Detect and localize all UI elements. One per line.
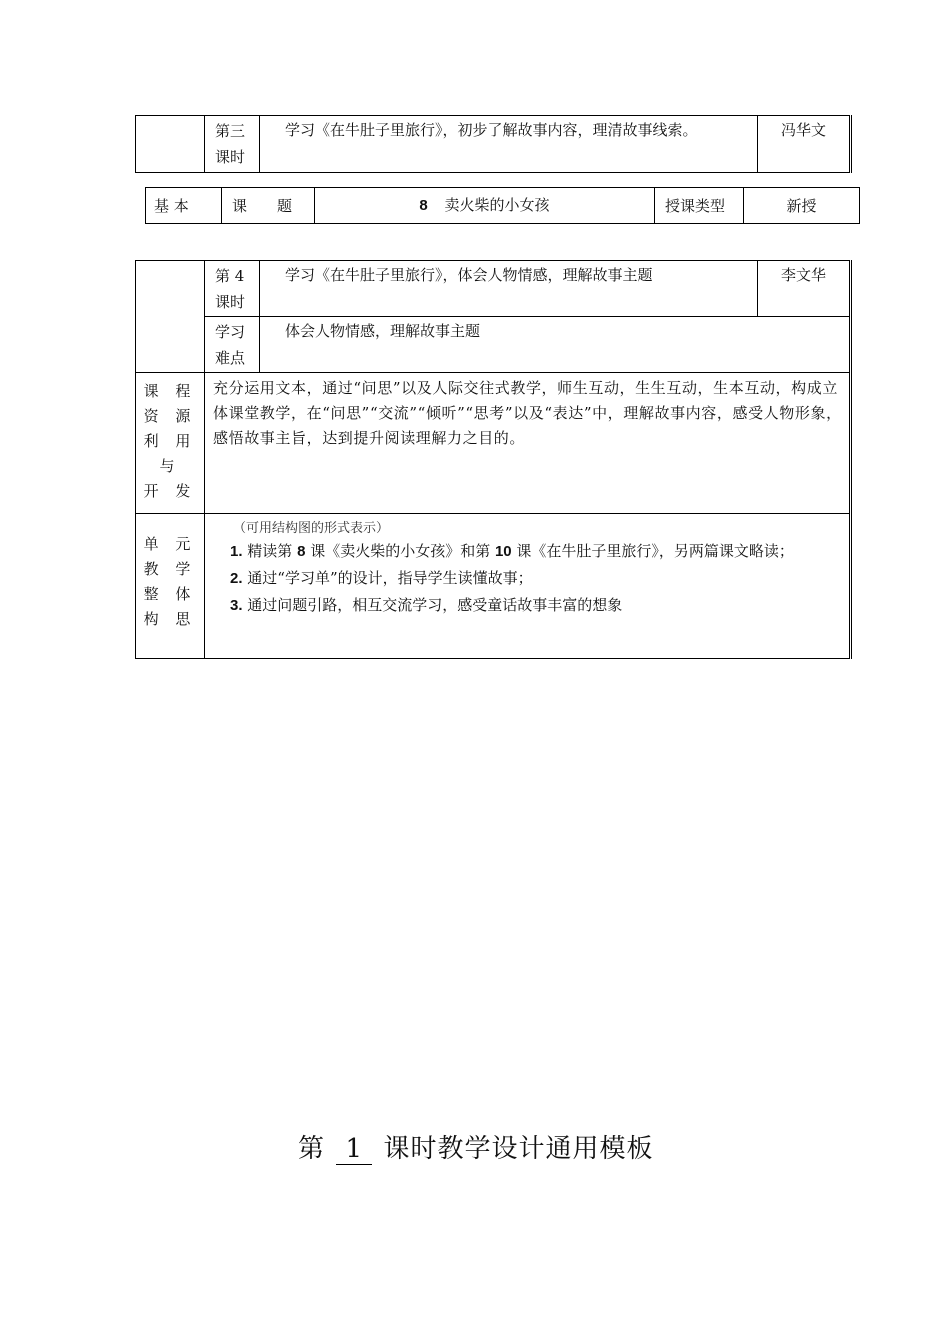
empty-cell: [136, 261, 205, 373]
teacher-name: 李文华: [758, 261, 851, 317]
lesson-label-line2: 课时: [215, 293, 246, 311]
title-suffix: 课时教学设计通用模板: [383, 1134, 654, 1164]
type-value: 新授: [744, 188, 860, 224]
table-row: [136, 514, 851, 659]
unit-list: [205, 538, 849, 619]
resource-label-line: 与: [159, 457, 181, 475]
list-number: 2.: [230, 570, 243, 587]
unit-label-line: 整 体: [143, 585, 197, 603]
basic-label: 基 本: [146, 188, 222, 224]
list-number: 1.: [230, 543, 243, 560]
resource-label-line: 利 用: [143, 432, 197, 450]
list-text: 通过“学习单”的设计，指导学生读懂故事；: [247, 569, 533, 587]
table-row: [136, 261, 851, 317]
lesson-3-table: [135, 115, 852, 173]
unit-label: [136, 514, 205, 659]
resource-label-line: 资 源: [143, 407, 197, 425]
empty-cell: [136, 116, 205, 173]
lesson-label-cell: [205, 261, 260, 317]
lesson-label-line1: 第 4: [215, 267, 245, 285]
list-bold-number: 10: [494, 543, 512, 560]
page-title: [298, 1128, 654, 1165]
list-item: [230, 592, 849, 619]
table-row: [136, 116, 851, 173]
resource-label-line: 开 发: [143, 482, 197, 500]
topic-label: 课 题: [222, 188, 315, 224]
table-row: [146, 188, 860, 224]
list-text: 课《卖火柴的小女孩》和第: [305, 542, 495, 560]
topic-number: 8: [419, 197, 428, 214]
table-row: [136, 317, 851, 373]
list-number: 3.: [230, 597, 243, 614]
unit-label-line: 单 元: [143, 535, 197, 553]
list-bold-number: 8: [297, 543, 306, 560]
difficulty-label-line2: 难点: [215, 349, 246, 367]
lesson-content: 学习《在牛肚子里旅行》，初步了解故事内容，理清故事线索。: [260, 116, 758, 173]
unit-content: [205, 514, 851, 659]
list-item: [230, 565, 849, 592]
difficulty-label-cell: [205, 317, 260, 373]
list-text: 课《在牛肚子里旅行》，另两篇课文略读；: [511, 542, 794, 560]
basic-info-table: [145, 187, 860, 224]
difficulty-label-line1: 学习: [215, 323, 246, 341]
topic-title: 卖火柴的小女孩: [444, 196, 550, 214]
list-item: [230, 538, 849, 565]
resource-label: [136, 373, 205, 514]
unit-label-line: 构 思: [143, 610, 197, 628]
topic-cell: [315, 188, 655, 224]
title-lesson-number: 1: [336, 1134, 372, 1165]
resource-content: 充分运用文本，通过“问思”以及人际交往式教学，师生互动，生生互动，生本互动，构成立体课堂教学，在“问思”“交流”“倾听”“思考”以及“表达”中，理解故事内容，感受人物形象，感悟故事主旨，达到提升阅读理解力之目的。: [205, 373, 851, 514]
unit-label-line: 教 学: [143, 560, 197, 578]
table-row: [136, 373, 851, 514]
lesson-label-cell: [205, 116, 260, 173]
unit-note: （可用结构图的形式表示）: [233, 521, 390, 536]
lesson-label-line1: 第三: [215, 122, 246, 140]
difficulty-content: 体会人物情感，理解故事主题: [260, 317, 851, 373]
list-text: 精读第: [247, 542, 298, 560]
teacher-name: 冯华文: [758, 116, 851, 173]
type-label: 授课类型: [655, 188, 744, 224]
lesson-label-line2: 课时: [215, 148, 246, 166]
lesson-content: 学习《在牛肚子里旅行》，体会人物情感，理解故事主题: [260, 261, 758, 317]
title-prefix: 第: [298, 1134, 326, 1164]
resource-label-line: 课 程: [143, 382, 197, 400]
lesson-4-table: [135, 260, 852, 659]
list-text: 通过问题引路，相互交流学习，感受童话故事丰富的想象: [247, 596, 623, 614]
